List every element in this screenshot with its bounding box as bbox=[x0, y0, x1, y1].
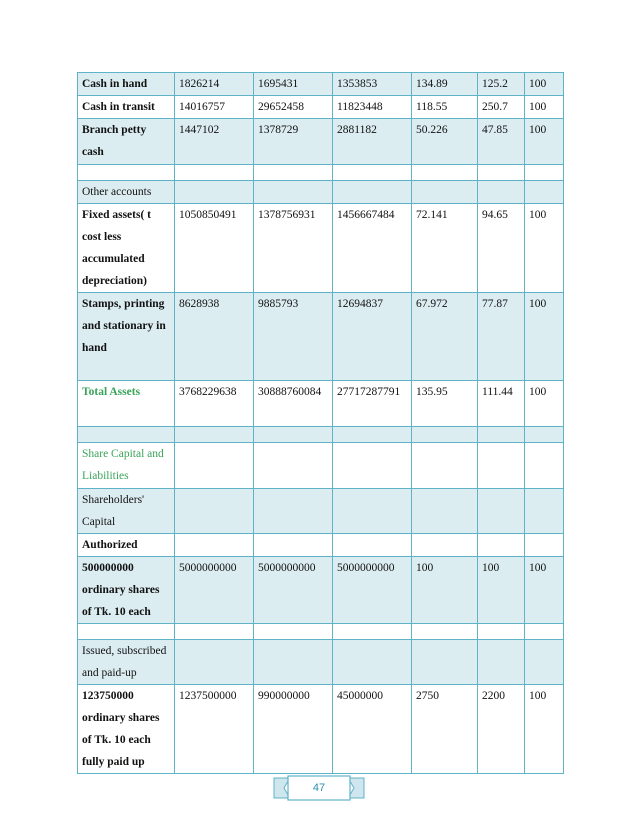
cell: 45000000 bbox=[333, 685, 412, 774]
cell: 111.44 bbox=[478, 381, 525, 427]
cell: 100 bbox=[525, 96, 564, 119]
cell bbox=[478, 489, 525, 534]
cell bbox=[333, 640, 412, 685]
table-row bbox=[78, 119, 564, 165]
row-label: Fixed assets( t cost less accumulated depreciation) bbox=[78, 204, 175, 293]
cell: 94.65 bbox=[478, 204, 525, 293]
table-row bbox=[78, 557, 564, 624]
cell bbox=[333, 624, 412, 640]
row-label: Authorized bbox=[78, 534, 175, 557]
cell bbox=[175, 640, 254, 685]
cell: 100 bbox=[525, 73, 564, 96]
cell: 2750 bbox=[412, 685, 478, 774]
cell: 27717287791 bbox=[333, 381, 412, 427]
cell bbox=[333, 427, 412, 443]
row-label: 500000000 ordinary shares of Tk. 10 each bbox=[78, 557, 175, 624]
cell bbox=[478, 427, 525, 443]
cell bbox=[478, 624, 525, 640]
cell bbox=[412, 534, 478, 557]
table-row bbox=[78, 443, 564, 489]
cell: 72.141 bbox=[412, 204, 478, 293]
cell: 12694837 bbox=[333, 293, 412, 381]
cell: 2881182 bbox=[333, 119, 412, 165]
cell bbox=[254, 489, 333, 534]
cell: 1378756931 bbox=[254, 204, 333, 293]
cell: 118.55 bbox=[412, 96, 478, 119]
page-number-badge bbox=[272, 775, 366, 801]
cell bbox=[254, 181, 333, 204]
cell bbox=[333, 489, 412, 534]
cell bbox=[412, 443, 478, 489]
cell: 77.87 bbox=[478, 293, 525, 381]
row-label: Issued, subscribed and paid-up bbox=[78, 640, 175, 685]
cell bbox=[254, 624, 333, 640]
page-number: 47 bbox=[312, 782, 326, 794]
table-row bbox=[78, 204, 564, 293]
cell bbox=[175, 489, 254, 534]
cell bbox=[175, 427, 254, 443]
cell bbox=[78, 165, 175, 181]
row-label: Cash in transit bbox=[78, 96, 175, 119]
cell: 1447102 bbox=[175, 119, 254, 165]
cell: 250.7 bbox=[478, 96, 525, 119]
row-label: Shareholders' Capital bbox=[78, 489, 175, 534]
table-row-empty bbox=[78, 624, 564, 640]
cell bbox=[478, 443, 525, 489]
cell bbox=[254, 443, 333, 489]
cell bbox=[525, 443, 564, 489]
cell bbox=[175, 624, 254, 640]
cell bbox=[412, 640, 478, 685]
cell: 135.95 bbox=[412, 381, 478, 427]
table-row bbox=[78, 685, 564, 774]
cell bbox=[333, 165, 412, 181]
cell bbox=[525, 181, 564, 204]
cell: 1695431 bbox=[254, 73, 333, 96]
cell: 9885793 bbox=[254, 293, 333, 381]
cell: 2200 bbox=[478, 685, 525, 774]
table-row bbox=[78, 381, 564, 427]
cell bbox=[525, 624, 564, 640]
cell bbox=[175, 443, 254, 489]
row-label: Cash in hand bbox=[78, 73, 175, 96]
row-label: Branch petty cash bbox=[78, 119, 175, 165]
table-row bbox=[78, 73, 564, 96]
cell bbox=[254, 534, 333, 557]
table-row-empty bbox=[78, 427, 564, 443]
cell: 100 bbox=[478, 557, 525, 624]
cell bbox=[175, 165, 254, 181]
cell bbox=[333, 534, 412, 557]
cell: 100 bbox=[525, 557, 564, 624]
cell: 1826214 bbox=[175, 73, 254, 96]
table-row-empty bbox=[78, 165, 564, 181]
financial-table bbox=[77, 72, 564, 774]
table-row bbox=[78, 96, 564, 119]
cell bbox=[478, 165, 525, 181]
cell: 1378729 bbox=[254, 119, 333, 165]
cell bbox=[254, 427, 333, 443]
cell: 3768229638 bbox=[175, 381, 254, 427]
cell: 11823448 bbox=[333, 96, 412, 119]
row-label: Stamps, printing and stationary in hand bbox=[78, 293, 175, 381]
row-label: 123750000 ordinary shares of Tk. 10 each fully paid up bbox=[78, 685, 175, 774]
table-row bbox=[78, 489, 564, 534]
cell: 5000000000 bbox=[175, 557, 254, 624]
cell bbox=[412, 489, 478, 534]
cell bbox=[412, 427, 478, 443]
cell: 100 bbox=[525, 204, 564, 293]
cell: 5000000000 bbox=[254, 557, 333, 624]
cell: 67.972 bbox=[412, 293, 478, 381]
cell: 1456667484 bbox=[333, 204, 412, 293]
cell: 50.226 bbox=[412, 119, 478, 165]
cell bbox=[78, 624, 175, 640]
cell bbox=[478, 181, 525, 204]
cell bbox=[525, 489, 564, 534]
cell: 134.89 bbox=[412, 73, 478, 96]
cell bbox=[412, 181, 478, 204]
cell: 5000000000 bbox=[333, 557, 412, 624]
cell bbox=[525, 640, 564, 685]
cell bbox=[478, 640, 525, 685]
table-row bbox=[78, 181, 564, 204]
cell bbox=[412, 624, 478, 640]
cell: 47.85 bbox=[478, 119, 525, 165]
cell: 29652458 bbox=[254, 96, 333, 119]
cell bbox=[333, 181, 412, 204]
cell: 1237500000 bbox=[175, 685, 254, 774]
cell: 1353853 bbox=[333, 73, 412, 96]
row-label: Share Capital and Liabilities bbox=[78, 443, 175, 489]
cell bbox=[525, 427, 564, 443]
cell: 100 bbox=[525, 381, 564, 427]
cell: 14016757 bbox=[175, 96, 254, 119]
cell: 100 bbox=[525, 685, 564, 774]
cell bbox=[333, 443, 412, 489]
cell: 1050850491 bbox=[175, 204, 254, 293]
table-row bbox=[78, 534, 564, 557]
cell bbox=[525, 534, 564, 557]
cell bbox=[175, 534, 254, 557]
cell: 100 bbox=[525, 119, 564, 165]
cell bbox=[254, 640, 333, 685]
cell bbox=[478, 534, 525, 557]
table-row bbox=[78, 640, 564, 685]
cell: 125.2 bbox=[478, 73, 525, 96]
table-row bbox=[78, 293, 564, 381]
cell: 100 bbox=[412, 557, 478, 624]
cell bbox=[254, 165, 333, 181]
cell: 30888760084 bbox=[254, 381, 333, 427]
row-label: Total Assets bbox=[78, 381, 175, 427]
cell bbox=[78, 427, 175, 443]
cell: 990000000 bbox=[254, 685, 333, 774]
cell bbox=[525, 165, 564, 181]
row-label: Other accounts bbox=[78, 181, 175, 204]
cell: 100 bbox=[525, 293, 564, 381]
cell bbox=[175, 181, 254, 204]
cell: 8628938 bbox=[175, 293, 254, 381]
cell bbox=[412, 165, 478, 181]
